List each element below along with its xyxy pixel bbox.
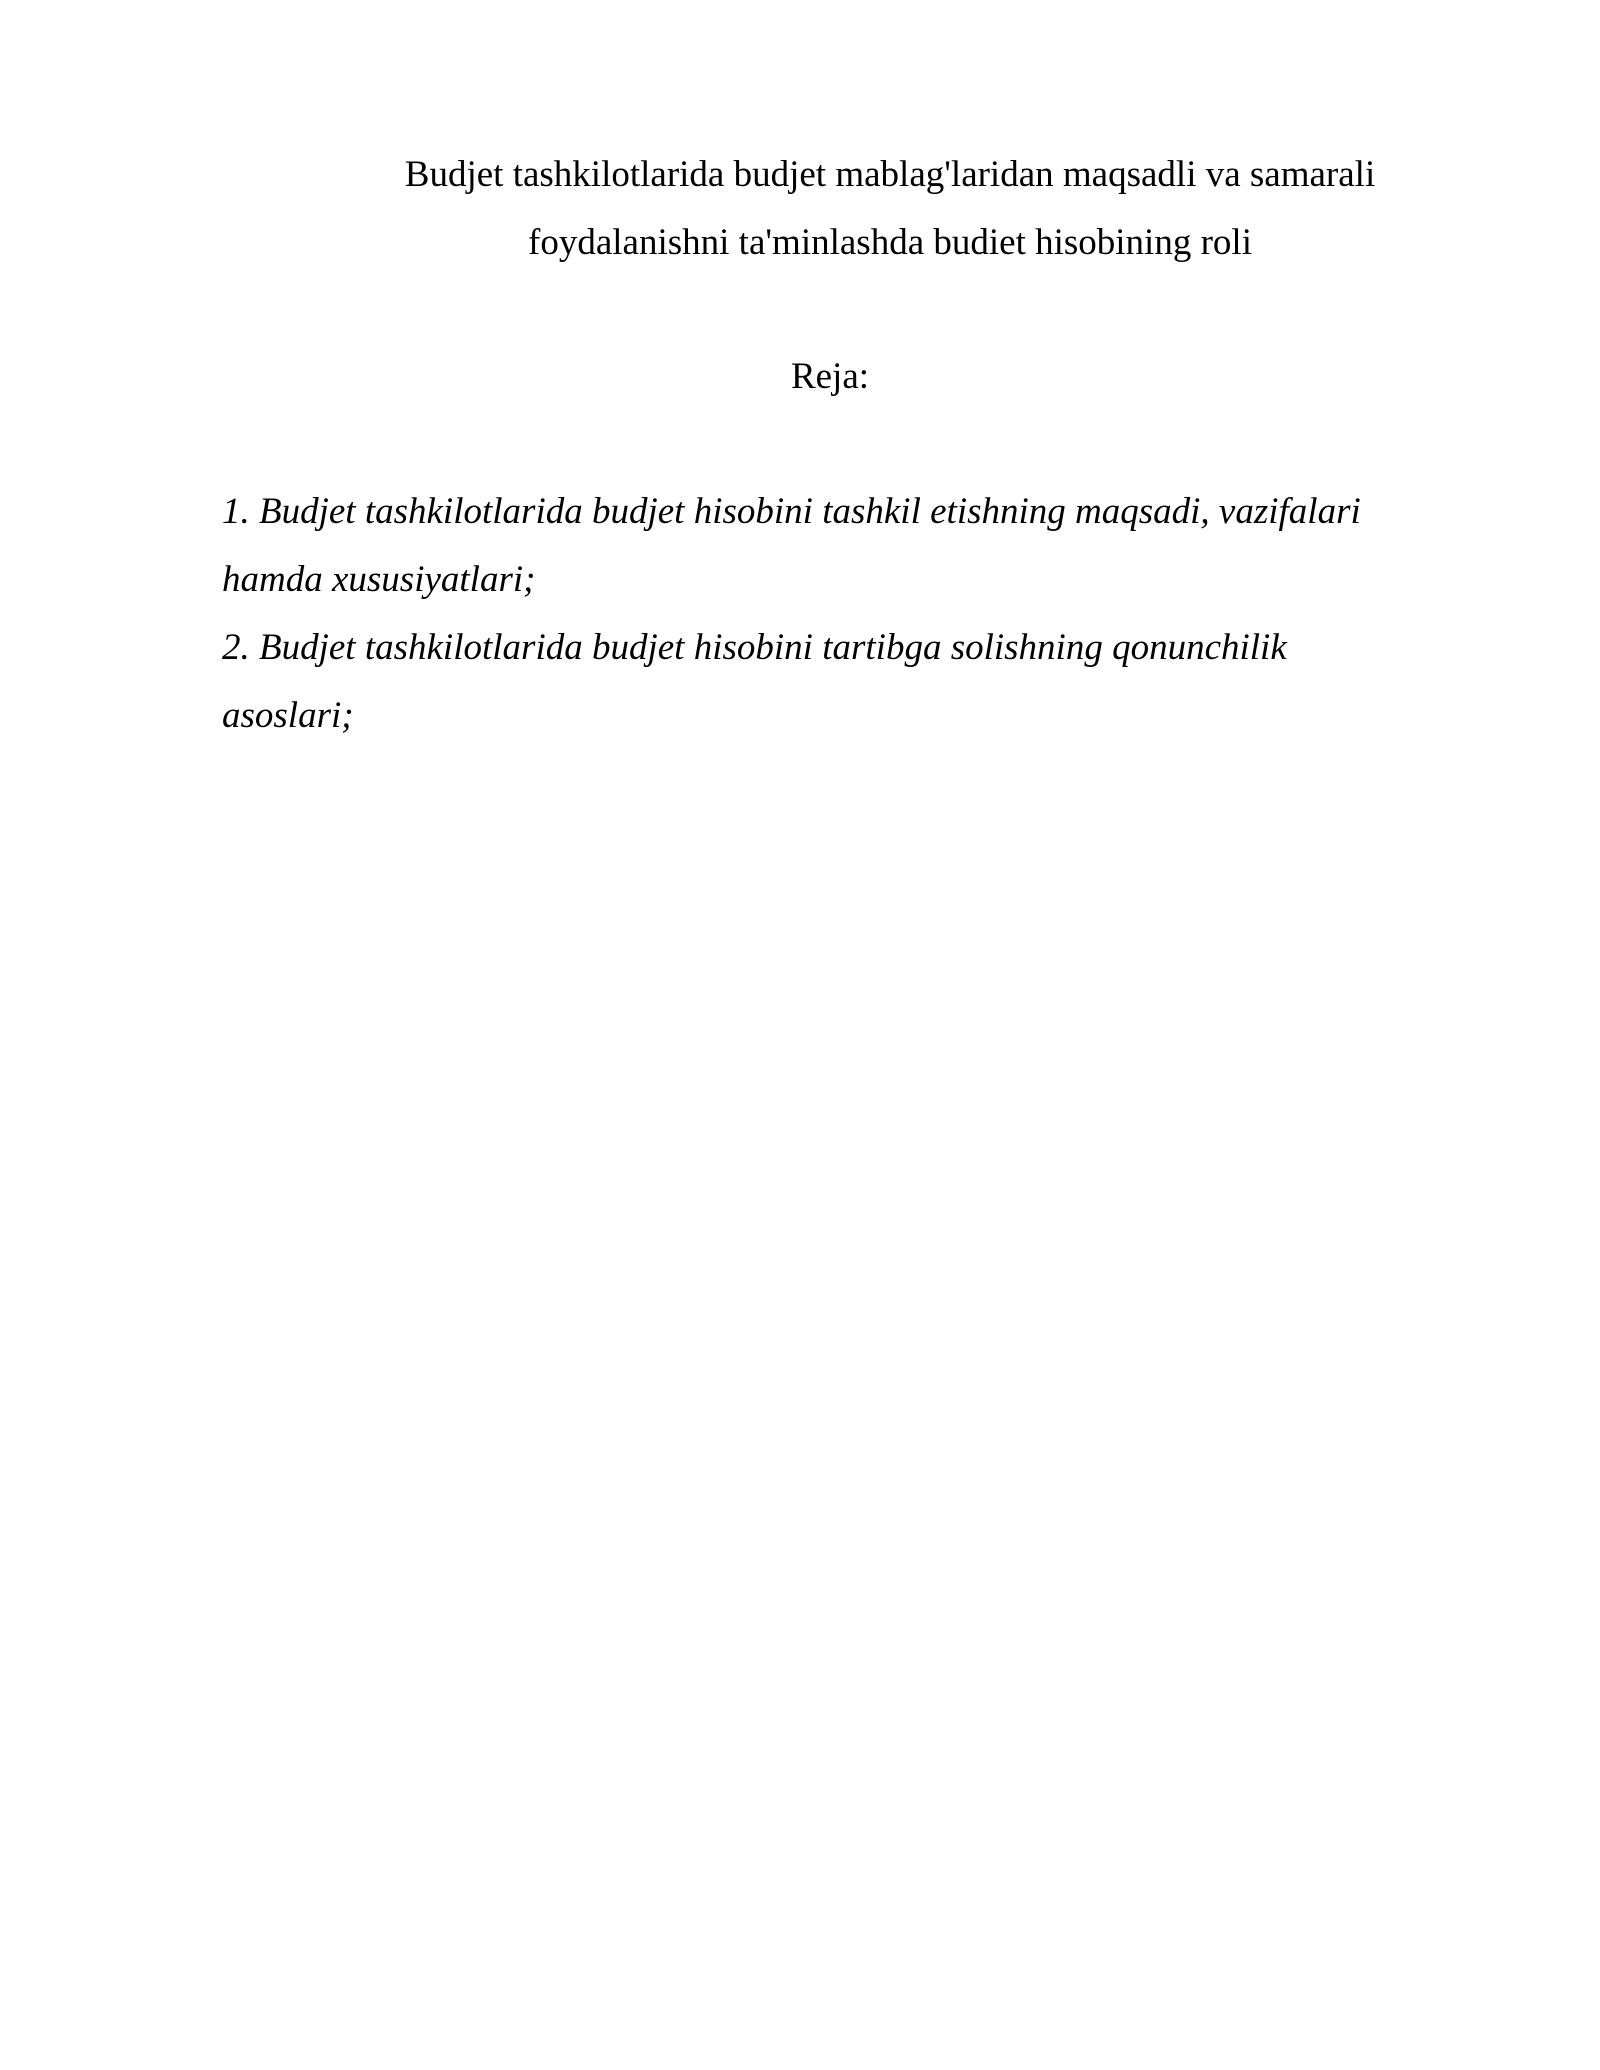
document-title-line-1: Budjet tashkilotlarida budjet mablag'laridan maqsadli va samarali bbox=[404, 154, 1376, 195]
plan-item-1-line-1: 1. Budjet tashkilotlarida budjet hisobini tashkil etishning maqsadi, vazifalari bbox=[222, 491, 1361, 532]
plan-item-2-line-1: 2. Budjet tashkilotlarida budjet hisobini tartibga solishning qonunchilik bbox=[222, 627, 1287, 668]
document-title-line-2: foydalanishni ta'minlashda budiet hisobining roli bbox=[528, 222, 1252, 263]
plan-list bbox=[222, 478, 1452, 750]
plan-item bbox=[222, 478, 1452, 614]
document-title bbox=[360, 141, 1420, 277]
plan-item-2-line-2: asoslari; bbox=[222, 695, 354, 736]
plan-heading: Reja: bbox=[790, 356, 870, 397]
plan-item-1-line-2: hamda xususiyatlari; bbox=[222, 559, 536, 600]
plan-item bbox=[222, 614, 1452, 750]
